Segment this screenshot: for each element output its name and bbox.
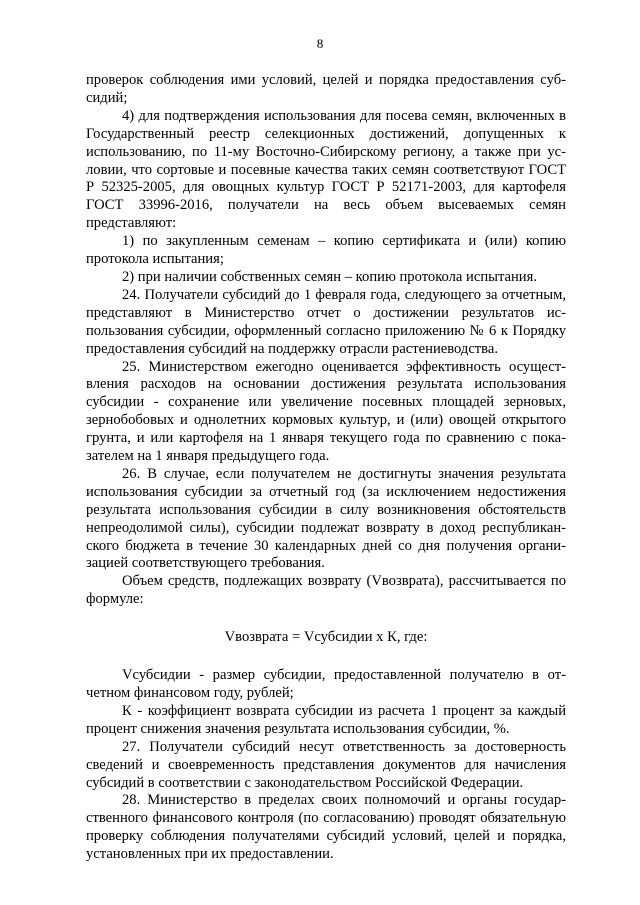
paragraph-subitem-2: 2) при наличии собственных семян – копию протокола испытания.: [122, 268, 537, 285]
paragraph-24: 24. Получатели субсидий до 1 февраля года, следующего за отчетным, представляют в Министерство отчет о достижении результатов использования субсидии, оформленный согласно приложению № 6 к Порядку предоставления субсидий на поддержку отрасли растениеводства.: [86, 286, 566, 357]
paragraph-continuation: проверок соблюдения ими условий, целей и порядка предоставления субсидий;: [86, 72, 566, 106]
formula: Vвозврата = Vсубсидии х К, где:: [224, 629, 428, 646]
paragraph-25: 25. Министерством ежегодно оценивается эффективность осуществления расходов на основании достижения результата использования субсидии - сохранение или увеличение посевных площадей зерновых, зернобобовых и однолетних кормовых культур, и (или) овощей открытого грунта, и или картофеля на 1 января текущего года по сравнению с показателем на 1 января предыдущего года.: [86, 358, 566, 465]
paragraph-return-volume: Объем средств, подлежащих возврату (Vвозврата), рассчитывается по формуле:: [86, 573, 566, 608]
paragraph-subitem-1: 1) по закупленным семенам – копию сертификата и (или) копию протокола испытания;: [86, 233, 566, 268]
paragraph-28: 28. Министерство в пределах своих полномочий и органы государственного финансового контроля (по согласованию) проводят обязательную проверку соблюдения получателями субсидий условий, целей и порядка, установленных при их предоставлении.: [86, 792, 566, 863]
paragraph-item-4: 4) для подтверждения использования для посева семян, включенных в Государственный реестр селекционных достижений, допущенных к использованию, по 11-му Восточно-Сибирскому региону, а также при условии, что сортовые и посевные качества таких семян соответствуют ГОСТ Р 52325-2005, для овощных культур ГОСТ Р 52171-2003, для картофеля ГОСТ 33996-2016, получатели на весь объем высеваемых семян представляют:: [86, 107, 566, 232]
paragraph-formula-def-subsidy: Vсубсидии - размер субсидии, предоставленной получателю в отчетном финансовом году, рублей;: [86, 667, 566, 701]
paragraph-26: 26. В случае, если получателем не достигнуты значения результата использования субсидии за отчетный год (за исключением недостижения результата использования субсидии в силу возникновения обстоятельств непреодолимой силы), субсидии подлежат возврату в доход республиканского бюджета в течение 30 календарных дней со дня получения организацией соответствующего требования.: [86, 465, 566, 572]
document-body: [86, 72, 566, 864]
paragraph-formula-def-coefficient: К - коэффициент возврата субсидии из расчета 1 процент за каждый процент снижения значения результата использования субсидии, %.: [86, 702, 566, 737]
paragraph-27: 27. Получатели субсидий несут ответственность за достоверность сведений и своевременность представления документов для начисления субсидий в соответствии с законодательством Российской Федерации.: [86, 738, 566, 791]
page-number: 8: [316, 36, 324, 51]
